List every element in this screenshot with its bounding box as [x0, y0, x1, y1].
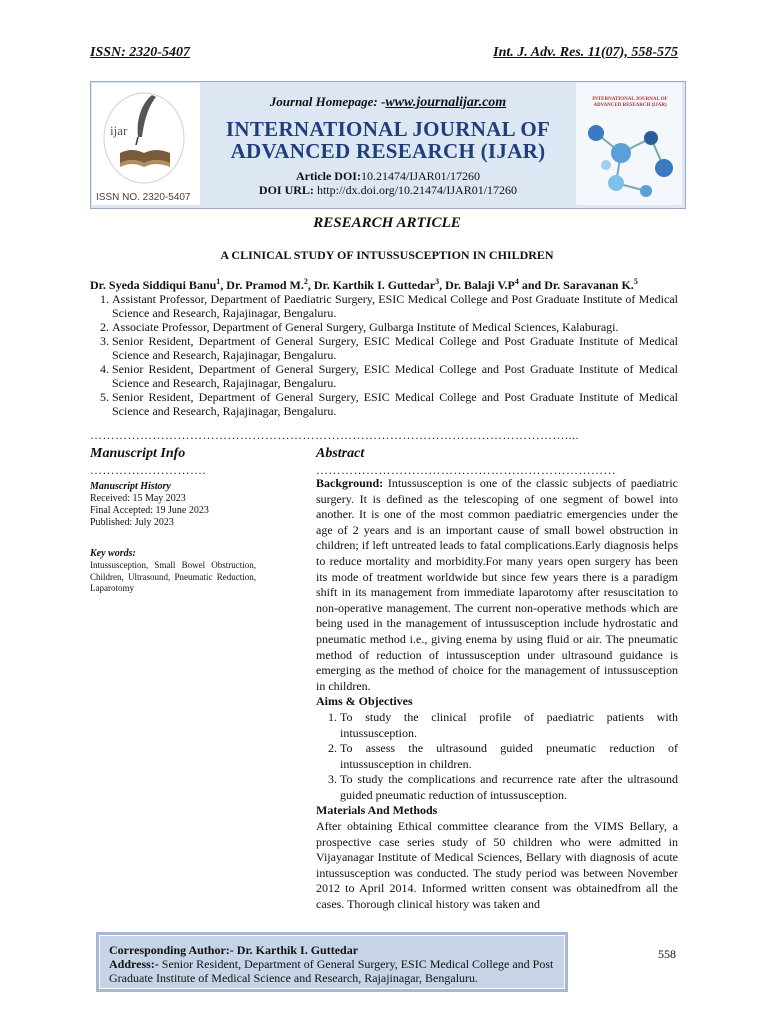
abstract-heading: Abstract: [316, 446, 365, 461]
issn-header: ISSN: 2320-5407: [90, 45, 190, 60]
keywords-label: Key words:: [90, 548, 136, 559]
author-list: [90, 277, 690, 293]
author-name: Dr. Balaji V.P: [445, 278, 515, 292]
affiliation-item: 5. Senior Resident, Department of General Surgery, ESIC Medical College and Post Graduate Institute of Medical Science and Research, Rajajinagar, Bengaluru.: [112, 390, 678, 418]
page-number: 558: [658, 947, 676, 961]
author-separator: ,: [220, 278, 227, 292]
methods-text: After obtaining Ethical committee clearance from the VIMS Bellary, a prospective case series study of 50 children who were admitted in Vijayanagar Institute of Medical Sciences, Bellary with diagnosis of acute intussusception was conducted. The study period was between November 2012 to April 2014. Informed written consent was obtainedfrom all the cases. Thorough clinical history was taken and: [316, 819, 678, 912]
author-separator: ,: [439, 278, 446, 292]
corresponding-author: Corresponding Author:- Dr. Karthik I. Guttedar: [109, 943, 359, 957]
affiliation-item: 1. Assistant Professor, Department of Paediatric Surgery, ESIC Medical College and Post Graduate Institute of Medical Science and Research, Rajajinagar, Bengaluru.: [112, 292, 678, 320]
author-affiliation-marker: 5: [633, 277, 638, 286]
background-label: Background:: [316, 476, 384, 490]
author-name: Dr. Pramod M.: [226, 278, 304, 292]
address-text: Senior Resident, Department of General Surgery, ESIC Medical College and Post Graduate Institute of Medical Science and Research, Rajajinagar, Bengaluru.: [109, 957, 554, 985]
keywords-block: [90, 548, 256, 595]
address-label: Address:-: [109, 957, 159, 971]
accepted-date: Final Accepted: 19 June 2023: [90, 505, 209, 516]
journal-logo: [92, 83, 200, 205]
corresponding-author-box: [96, 932, 568, 992]
manuscript-info-dots: ……………………….: [90, 463, 206, 477]
aims-heading: Aims & Objectives: [316, 694, 413, 709]
background-paragraph: [316, 476, 678, 694]
journal-name: [200, 118, 576, 162]
abstract-body: [316, 476, 678, 913]
affiliation-list: [90, 292, 678, 418]
manuscript-history: [90, 481, 256, 529]
manuscript-info-heading: Manuscript Info: [90, 446, 186, 461]
author-affiliation-marker: 2: [303, 277, 308, 286]
history-label: Manuscript History: [90, 481, 171, 492]
quill-book-icon: [92, 83, 200, 205]
author-separator: ,: [307, 278, 314, 292]
author-affiliation-marker: 1: [216, 277, 221, 286]
article-title: A CLINICAL STUDY OF INTUSSUSCEPTION IN CHILDREN: [220, 248, 554, 262]
homepage-link[interactable]: www.journalijar.com: [385, 95, 507, 110]
cover-title: INTERNATIONAL JOURNAL OF ADVANCED RESEARCH (IJAR): [592, 97, 668, 108]
doi-url-label: DOI URL:: [258, 183, 317, 197]
author-affiliation-marker: 4: [514, 277, 519, 286]
aim-item: 3. To study the complications and recurrence rate after the ultrasound guided pneumatic reduction of intussusception.: [340, 772, 678, 803]
citation-header: Int. J. Adv. Res. 11(07), 558-575: [493, 45, 678, 60]
aim-item: 1. To study the clinical profile of paediatric patients with intussusception.: [340, 710, 678, 741]
methods-heading: Materials And Methods: [316, 803, 438, 818]
published-date: Published: July 2023: [90, 517, 174, 528]
journal-name-line2: ADVANCED RESEARCH (IJAR): [230, 139, 546, 163]
affiliation-item: 4. Senior Resident, Department of General Surgery, ESIC Medical College and Post Graduate Institute of Medical Science and Research, Rajajinagar, Bengaluru.: [112, 362, 678, 390]
journal-name-line1: INTERNATIONAL JOURNAL OF: [225, 117, 551, 141]
homepage-label: Journal Homepage: -: [269, 94, 386, 109]
author-name: Dr. Saravanan K.: [544, 278, 634, 292]
affiliation-item: 2. Associate Professor, Department of General Surgery, Gulbarga Institute of Medical Sciences, Kalaburagi.: [112, 320, 678, 334]
received-date: Received: 15 May 2023: [90, 493, 186, 504]
doi-block: [200, 169, 576, 197]
abstract-dots: ………………………………………………………………: [316, 463, 616, 477]
author-separator: and: [518, 278, 545, 292]
doi-value: 10.21474/IJAR01/17260: [360, 169, 480, 183]
svg-text:ijar: ijar: [110, 123, 128, 138]
background-text: Intussusception is one of the classic subjects of paediatric surgery. It is defined as the telescoping of one segment of bowel into another. It is one of the most common paediatric emergencies under the age of 2 years and is an important cause of small bowel obstruction in children; if left untreated leads to fatal complications.Early diagnosis helps to reduce mortality and morbidity.For many years open surgery has been its mode of treatment worldwide but since few years there is a paradigm shift in its management from immediate laparotomy after resuscitation to non-operative management. The current non-operative methods which are being used in the management of intussusception include hydrostatic and pneumatic method i.e., giving enema by using fluid or air. The pneumatic method of reduction of intussusception under ultrasound guidance is emerging as the method of choice for the management of intussusception in children.: [316, 476, 678, 693]
doi-label: Article DOI:: [296, 169, 361, 183]
author-name: Dr. Syeda Siddiqui Banu: [90, 278, 217, 292]
aims-list: [316, 710, 678, 804]
doi-url-link[interactable]: http://dx.doi.org/10.21474/IJAR01/17260: [316, 183, 518, 197]
section-separator: ……………………………………………………………………………………………………....: [90, 428, 579, 442]
aim-item: 2. To assess the ultrasound guided pneumatic reduction of intussusception in children.: [340, 741, 678, 772]
author-name: Dr. Karthik I. Guttedar: [313, 278, 436, 292]
affiliation-item: 3. Senior Resident, Department of General Surgery, ESIC Medical College and Post Graduate Institute of Medical Science and Research, Rajajinagar, Bengaluru.: [112, 334, 678, 362]
journal-homepage: [200, 94, 576, 111]
article-type: RESEARCH ARTICLE: [313, 215, 461, 231]
logo-issn: ISSN NO. 2320-5407: [96, 192, 191, 203]
author-affiliation-marker: 3: [435, 277, 440, 286]
keywords-text: Intussusception, Small Bowel Obstruction, Children, Ultrasound, Pneumatic Reduction, Laparotomy: [90, 560, 256, 593]
